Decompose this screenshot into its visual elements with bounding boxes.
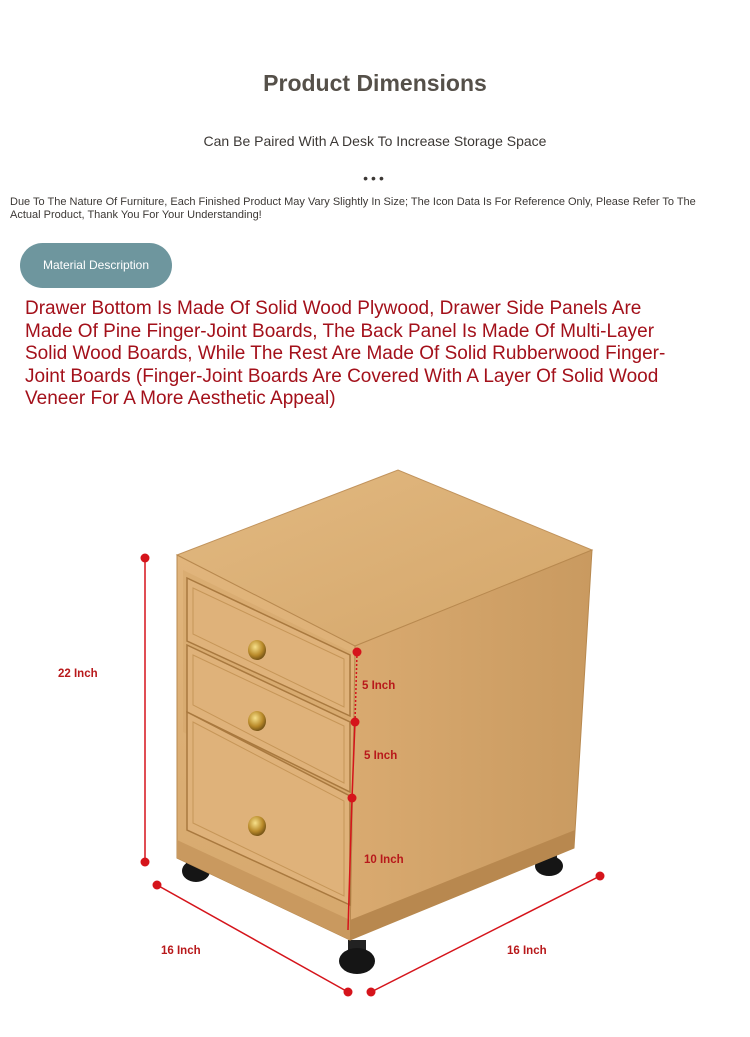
material-description-text: Drawer Bottom Is Made Of Solid Wood Plywood, Drawer Side Panels Are Made Of Pine Finger-Joint Boards, The Back Panel Is Made Of Multi-Layer Solid Wood Boards, While The Rest Are Made Of Solid Rubberwood Finger-Joint Boards (Finger-Joint Boards Are Covered With A Layer Of Solid Wood Veneer For A More Aesthetic Appeal): [25, 298, 666, 409]
width-dimension-label: 16 Inch: [161, 945, 201, 957]
bottom-drawer-dimension-label: 10 Inch: [364, 854, 404, 866]
size-disclaimer: Due To The Nature Of Furniture, Each Finished Product May Vary Slightly In Size; The Icon Data Is For Reference Only, Please Refer To The Actual Product, Thank You For Your Understanding!: [10, 196, 696, 221]
ellipsis-icon: •••: [363, 170, 387, 186]
cabinet-illustration: [0, 430, 750, 1030]
material-description-badge: Material Description: [20, 243, 172, 288]
middle-drawer-dimension-label: 5 Inch: [364, 750, 398, 762]
top-drawer-dimension-label: 5 Inch: [362, 680, 396, 692]
page-subtitle: Can Be Paired With A Desk To Increase Storage Space: [203, 133, 547, 149]
height-dimension-label: 22 Inch: [58, 668, 98, 680]
depth-dimension-label: 16 Inch: [507, 945, 547, 957]
page-title: Product Dimensions: [263, 70, 487, 96]
